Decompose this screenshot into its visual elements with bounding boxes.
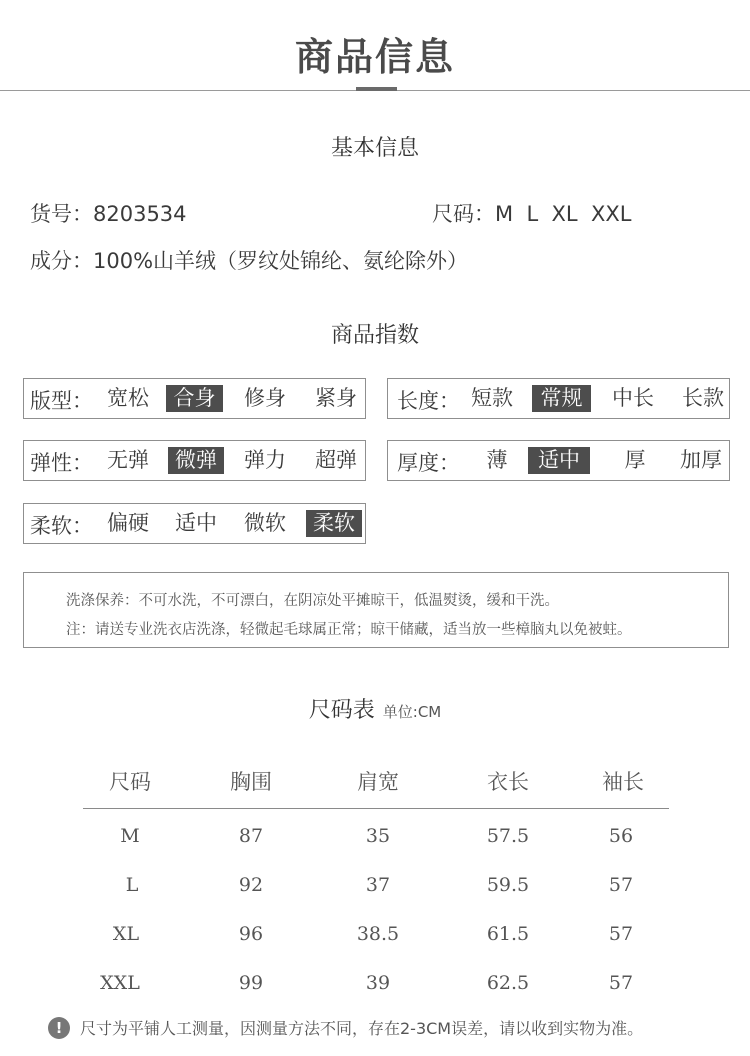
size-value: M L XL XXL bbox=[495, 202, 632, 226]
table-header-cell: 衣长 bbox=[487, 770, 529, 794]
table-cell: M bbox=[120, 825, 140, 847]
thickness-attribute bbox=[387, 440, 730, 481]
table-cell: 87 bbox=[238, 825, 264, 847]
table-cell: 61.5 bbox=[486, 923, 530, 945]
size-table-title-text: 尺码表 bbox=[308, 698, 375, 723]
care-note-text: 注：请送专业洗衣店洗涤，轻微起毛球属正常；晾干储藏，适当放一些樟脑丸以免被蛀。 bbox=[66, 622, 632, 638]
length-attribute bbox=[387, 378, 730, 419]
exclamation-icon: ! bbox=[48, 1017, 70, 1039]
table-cell: 57.5 bbox=[486, 825, 530, 847]
table-header-cell: 肩宽 bbox=[357, 770, 399, 794]
product-index-title: 商品指数 bbox=[330, 323, 419, 348]
thickness-label: 厚度： bbox=[397, 451, 460, 475]
table-header-cell: 胸围 bbox=[230, 770, 272, 794]
table-cell: 57 bbox=[608, 923, 634, 945]
table-cell: 35 bbox=[365, 825, 391, 847]
fit-label: 版型： bbox=[30, 389, 93, 413]
material-label: 成分： bbox=[30, 249, 93, 273]
length-option: 短款 bbox=[471, 386, 513, 410]
thickness-option: 厚 bbox=[624, 448, 646, 472]
table-header-divider bbox=[83, 808, 669, 809]
table-cell: L bbox=[125, 874, 139, 896]
stretch-label: 弹性： bbox=[30, 451, 93, 475]
table-cell: 62.5 bbox=[486, 972, 530, 994]
softness-option: 微软 bbox=[244, 511, 286, 535]
softness-option: 适中 bbox=[175, 511, 217, 535]
thickness-option: 薄 bbox=[486, 448, 508, 472]
stretch-option-selected: 微弹 bbox=[168, 447, 224, 474]
fit-attribute bbox=[23, 378, 366, 419]
length-option-selected: 常规 bbox=[532, 385, 591, 412]
stretch-option: 无弹 bbox=[107, 448, 149, 472]
thickness-option-selected: 适中 bbox=[528, 447, 590, 474]
material-value: 100%山羊绒（罗纹处锦纶、氨纶除外） bbox=[93, 249, 469, 273]
size-table-unit: 单位:CM bbox=[382, 703, 442, 721]
stretch-attribute bbox=[23, 440, 366, 481]
softness-label: 柔软： bbox=[30, 514, 93, 538]
size-table-title bbox=[0, 693, 750, 724]
fit-option: 修身 bbox=[244, 386, 286, 410]
sku-label: 货号： bbox=[30, 202, 93, 226]
fit-option: 紧身 bbox=[315, 386, 357, 410]
table-header-cell: 尺码 bbox=[109, 770, 151, 794]
page-title: 商品信息 bbox=[294, 35, 455, 79]
material-row bbox=[30, 245, 468, 275]
table-cell: 56 bbox=[608, 825, 634, 847]
table-cell: 39 bbox=[365, 972, 391, 994]
size-label: 尺码： bbox=[432, 202, 495, 226]
table-cell: 92 bbox=[238, 874, 264, 896]
measurement-note bbox=[48, 1016, 643, 1039]
care-instructions-text: 洗涤保养：不可水洗，不可漂白，在阴凉处平摊晾干，低温熨烫，缓和干洗。 bbox=[66, 593, 559, 609]
fit-option: 宽松 bbox=[107, 386, 149, 410]
table-cell: 59.5 bbox=[486, 874, 530, 896]
stretch-option: 弹力 bbox=[244, 448, 286, 472]
table-cell: 38.5 bbox=[356, 923, 400, 945]
sku-row bbox=[30, 198, 187, 228]
thickness-option: 加厚 bbox=[680, 448, 722, 472]
softness-attribute bbox=[23, 503, 366, 544]
table-cell: 99 bbox=[238, 972, 264, 994]
length-option: 中长 bbox=[612, 386, 654, 410]
table-cell: XXL bbox=[100, 972, 140, 994]
length-label: 长度： bbox=[397, 389, 460, 413]
measurement-note-text: 尺寸为平铺人工测量，因测量方法不同，存在2-3CM误差，请以收到实物为准。 bbox=[80, 1019, 644, 1038]
softness-option-selected: 柔软 bbox=[306, 510, 362, 537]
table-cell: 57 bbox=[608, 972, 634, 994]
table-header-cell: 袖长 bbox=[602, 770, 644, 794]
table-cell: XL bbox=[112, 923, 140, 945]
softness-option: 偏硬 bbox=[107, 511, 149, 535]
header-accent-bar bbox=[356, 87, 397, 91]
size-row bbox=[432, 198, 631, 228]
sku-value: 8203534 bbox=[93, 202, 187, 226]
stretch-option: 超弹 bbox=[315, 448, 357, 472]
length-option: 长款 bbox=[682, 386, 724, 410]
table-cell: 96 bbox=[238, 923, 264, 945]
fit-option-selected: 合身 bbox=[166, 385, 223, 412]
table-cell: 37 bbox=[365, 874, 391, 896]
table-cell: 57 bbox=[608, 874, 634, 896]
basic-info-title: 基本信息 bbox=[330, 136, 419, 161]
